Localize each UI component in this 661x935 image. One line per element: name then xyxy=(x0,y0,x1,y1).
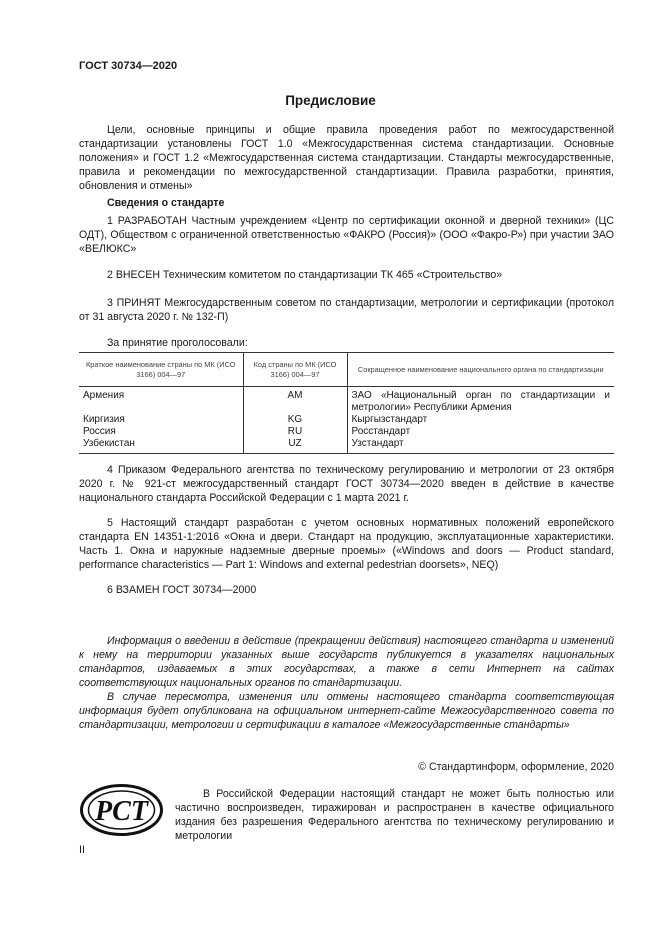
table-row xyxy=(79,387,614,415)
code-cell: KG xyxy=(243,414,347,426)
table-row xyxy=(79,414,614,426)
body-cell: ЗАО «Национальный орган по стандартизации и метрологии» Республики Армения xyxy=(351,390,610,413)
body-cell: Росстандарт xyxy=(351,426,411,437)
col-header-code: Код страны по МК (ИСО 3166) 004—97 xyxy=(243,353,347,387)
item-based-on: 5 Настоящий стандарт разработан с учетом основных нормативных положений европейского стандарта EN 14351-1:2016 «Окна и двери. Стандарт на продукцию, эксплуатационные характеристики. Часть 1. Окна и наружные надземные дверные проемы» («Windows and doors — Product standard, performance characteristics — Part 1: Windows and external pedestrian doorsets», NEQ) xyxy=(79,517,614,571)
col-header-body: Сокращенное наименование национального органа по стандартизации xyxy=(347,353,614,387)
table-row xyxy=(79,438,614,454)
voted-label: За принятие проголосовали: xyxy=(107,337,248,349)
table-row xyxy=(79,426,614,438)
country-cell: Узбекистан xyxy=(79,438,243,454)
code-cell: RU xyxy=(243,426,347,438)
page-title: Предисловие xyxy=(285,93,376,108)
item-adopted: 3 ПРИНЯТ Межгосударственным советом по стандартизации, метрологии и сертификации (протокол от 31 августа 2020 г. № 132-П) xyxy=(79,297,614,323)
page-number: II xyxy=(79,844,85,856)
voting-table-header xyxy=(79,353,614,387)
col-header-country: Краткое наименование страны по МК (ИСО 3166) 004—97 xyxy=(79,353,243,387)
logo-text: РСТ xyxy=(95,796,148,827)
standard-code-header: ГОСТ 30734—2020 xyxy=(79,60,178,72)
intro-paragraph: Цели, основные принципы и общие правила проведения работ по межгосударственной стандартизации установлены ГОСТ 1.0 «Межгосударственная система стандартизации. Основные положения» и ГОСТ 1.2 «Межгосударственная система стандартизации. Стандарты межгосударственные, правила и рекомендации по межгосударственной стандартизации. Правила разработки, принятия, обновления и отмены» xyxy=(79,124,614,192)
item-replaces: 6 ВЗАМЕН ГОСТ 30734—2000 xyxy=(107,584,257,596)
revision-note: В случае пересмотра, изменения или отмены настоящего стандарта соответствующая информация будет опубликована на официальном интернет-сайте Межгосударственного совета по стандартизации, метрологии и сертификации в каталоге «Межгосударственные стандарты» xyxy=(79,691,614,731)
item-developed: 1 РАЗРАБОТАН Частным учреждением «Центр по сертификации оконной и дверной техники» (ЦС ОДТ), Обществом с ограниченной ответственностью «ФАКРО (Россия)» (ООО «Факро-Р») при участии ЗАО «ВЕЛЮКС» xyxy=(79,215,614,255)
voting-table xyxy=(79,352,614,454)
body-cell: Узстандарт xyxy=(347,438,614,454)
code-cell: AM xyxy=(243,387,347,415)
country-cell: Армения xyxy=(83,390,125,401)
code-cell: UZ xyxy=(243,438,347,454)
info-note: Информация о введении в действие (прекращении действия) настоящего стандарта и изменений к нему на территории указанных выше государств публикуется в указателях национальных стандартов, издаваемых в этих государствах, а также в сети Интернет на сайтах соответствующих национальных органов по стандартизации. xyxy=(79,635,614,689)
body-cell: Кыргызстандарт xyxy=(351,414,428,425)
country-cell: Киргизия xyxy=(83,414,125,425)
copyright-line: © Стандартинформ, оформление, 2020 xyxy=(418,761,614,773)
item-order: 4 Приказом Федерального агентства по техническому регулированию и метрологии от 23 октября 2020 г. № 921-ст межгосударственный стандарт ГОСТ 30734—2020 введен в действие в качестве национального стандарта Российской Федерации с 1 марта 2021 г. xyxy=(79,464,614,504)
rst-logo-icon xyxy=(79,783,164,837)
country-cell: Россия xyxy=(83,426,116,437)
item-introduced: 2 ВНЕСЕН Техническим комитетом по стандартизации ТК 465 «Строительство» xyxy=(107,269,503,281)
rf-notice: В Российской Федерации настоящий стандарт не может быть полностью или частично воспроизведен, тиражирован и распространен в качестве официального издания без разрешения Федерального агентства по техническому регулированию и метрологии xyxy=(175,788,614,842)
about-heading: Сведения о стандарте xyxy=(107,197,225,209)
